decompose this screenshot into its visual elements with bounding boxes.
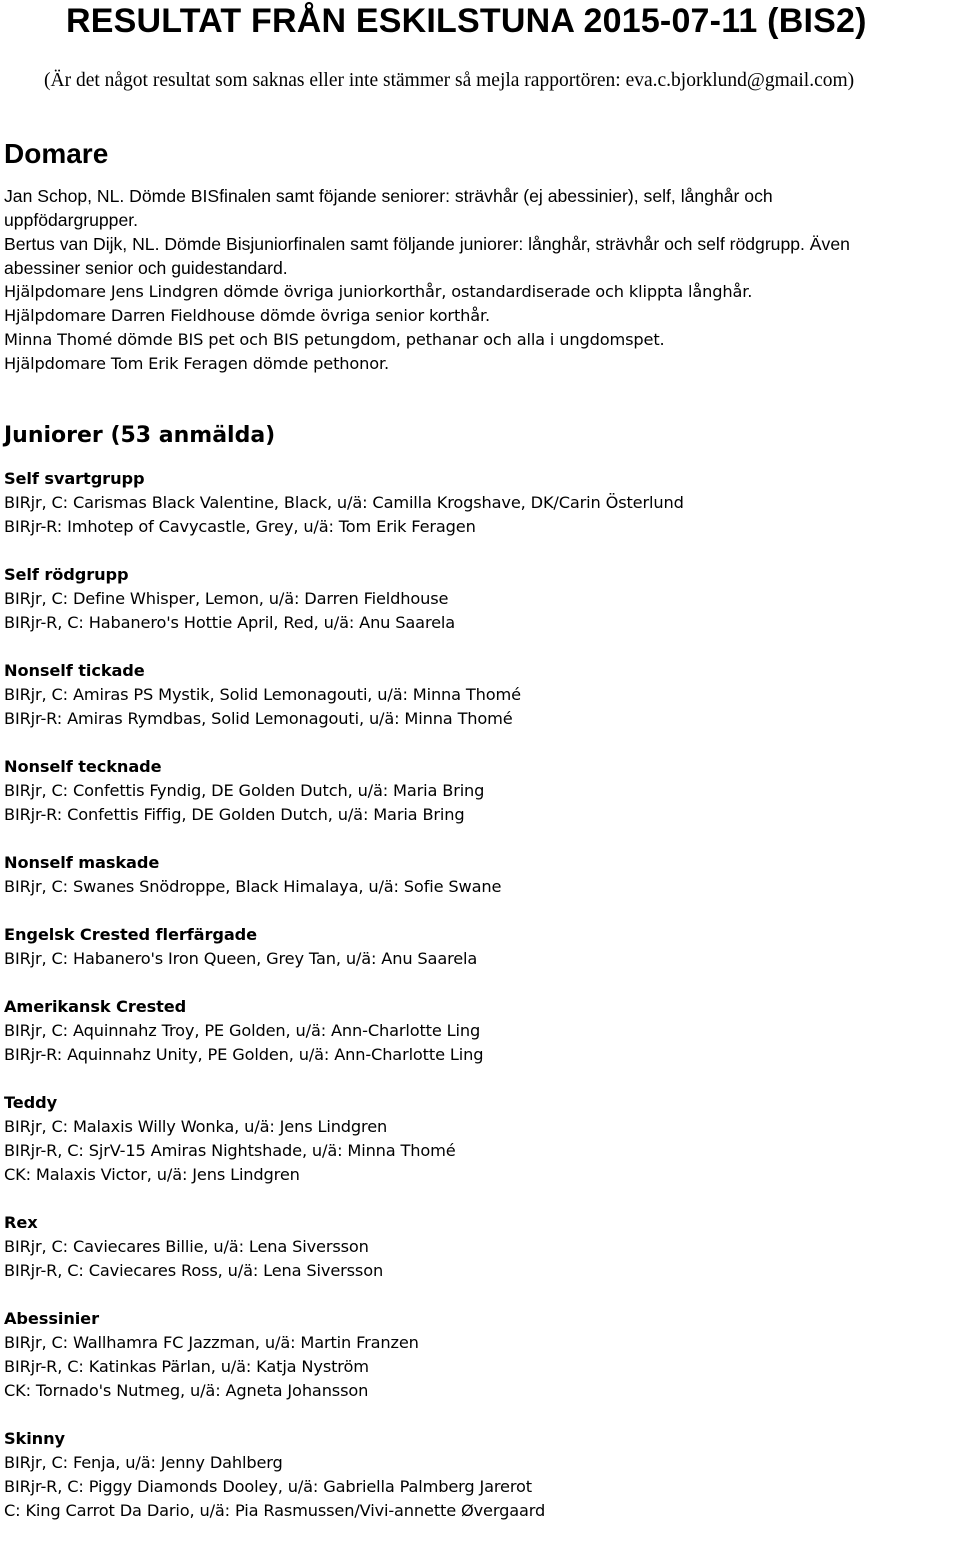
domare-line: Minna Thomé dömde BIS pet och BIS petungdom, pethanar och alla i ungdomspet. (4, 330, 665, 349)
result-entry: BIRjr-R, C: Piggy Diamonds Dooley, u/ä: Gabriella Palmberg Jarerot (4, 1477, 532, 1496)
result-entry: BIRjr-R: Amiras Rymdbas, Solid Lemonagouti, u/ä: Minna Thomé (4, 709, 513, 728)
result-entry: BIRjr, C: Swanes Snödroppe, Black Himalaya, u/ä: Sofie Swane (4, 877, 502, 896)
result-group (4, 755, 960, 827)
result-entry: CK: Tornado's Nutmeg, u/ä: Agneta Johansson (4, 1381, 369, 1400)
group-heading: Nonself tecknade (4, 757, 162, 776)
result-group (4, 923, 960, 971)
domare-line: abessiner senior och guidestandard. (4, 258, 288, 278)
result-entry: BIRjr, C: Define Whisper, Lemon, u/ä: Darren Fieldhouse (4, 589, 449, 608)
result-entry: BIRjr-R, C: Caviecares Ross, u/ä: Lena Siversson (4, 1261, 384, 1280)
juniorer-heading: Juniorer (53 anmälda) (4, 423, 276, 448)
group-heading: Amerikansk Crested (4, 997, 187, 1016)
result-group (4, 563, 960, 635)
result-group (4, 1091, 960, 1187)
result-entry: CK: Malaxis Victor, u/ä: Jens Lindgren (4, 1165, 300, 1184)
page-subtitle: (Är det något resultat som saknas eller inte stämmer så mejla rapportören: eva.c.bjorklund@gmail.com) (44, 70, 855, 91)
domare-line: Bertus van Dijk, NL. Dömde Bisjuniorfinalen samt följande juniorer: långhår, strävhår och self rödgrupp. Även (4, 234, 850, 254)
page-title: RESULTAT FRÅN ESKILSTUNA 2015-07-11 (BIS2) (66, 2, 867, 40)
result-entry: BIRjr, C: Malaxis Willy Wonka, u/ä: Jens Lindgren (4, 1117, 388, 1136)
result-entry: BIRjr, C: Caviecares Billie, u/ä: Lena Siversson (4, 1237, 369, 1256)
result-entry: BIRjr, C: Fenja, u/ä: Jenny Dahlberg (4, 1453, 283, 1472)
domare-heading: Domare (4, 138, 109, 169)
domare-line: Hjälpdomare Darren Fieldhouse dömde övriga senior korthår. (4, 306, 491, 325)
result-group (4, 1211, 960, 1283)
group-heading: Abessinier (4, 1309, 99, 1328)
result-entry: BIRjr-R, C: Katinkas Pärlan, u/ä: Katja Nyström (4, 1357, 369, 1376)
group-heading: Rex (4, 1213, 38, 1232)
result-entry: BIRjr-R, C: SjrV-15 Amiras Nightshade, u/ä: Minna Thomé (4, 1141, 456, 1160)
result-entry: C: King Carrot Da Dario, u/ä: Pia Rasmussen/Vivi-annette Øvergaard (4, 1501, 546, 1520)
result-entry: BIRjr-R, C: Habanero's Hottie April, Red, u/ä: Anu Saarela (4, 613, 456, 632)
result-entry: BIRjr-R: Confettis Fiffig, DE Golden Dutch, u/ä: Maria Bring (4, 805, 465, 824)
juniorer-groups (4, 467, 960, 1547)
group-heading: Self svartgrupp (4, 469, 145, 488)
domare-line: Hjälpdomare Jens Lindgren dömde övriga juniorkorthår, ostandardiserade och klippta långhår. (4, 282, 753, 301)
result-entry: BIRjr, C: Amiras PS Mystik, Solid Lemonagouti, u/ä: Minna Thomé (4, 685, 521, 704)
group-heading: Teddy (4, 1093, 58, 1112)
result-entry: BIRjr-R: Aquinnahz Unity, PE Golden, u/ä: Ann-Charlotte Ling (4, 1045, 484, 1064)
result-group (4, 1427, 960, 1523)
result-entry: BIRjr, C: Habanero's Iron Queen, Grey Tan, u/ä: Anu Saarela (4, 949, 478, 968)
result-group (4, 995, 960, 1067)
group-heading: Nonself maskade (4, 853, 160, 872)
result-entry: BIRjr, C: Confettis Fyndig, DE Golden Dutch, u/ä: Maria Bring (4, 781, 485, 800)
result-entry: BIRjr-R: Imhotep of Cavycastle, Grey, u/ä: Tom Erik Feragen (4, 517, 476, 536)
result-group (4, 659, 960, 731)
domare-line: Jan Schop, NL. Dömde BISfinalen samt föjande seniorer: strävhår (ej abessinier), self, långhår och (4, 186, 773, 206)
group-heading: Skinny (4, 1429, 65, 1448)
domare-line: Hjälpdomare Tom Erik Feragen dömde pethonor. (4, 354, 390, 373)
domare-line: uppfödargrupper. (4, 210, 139, 230)
result-group (4, 1307, 960, 1403)
domare-section (4, 184, 960, 376)
result-group (4, 467, 960, 539)
result-entry: BIRjr, C: Aquinnahz Troy, PE Golden, u/ä: Ann-Charlotte Ling (4, 1021, 481, 1040)
result-group (4, 851, 960, 899)
group-heading: Nonself tickade (4, 661, 145, 680)
result-entry: BIRjr, C: Carismas Black Valentine, Black, u/ä: Camilla Krogshave, DK/Carin Österlund (4, 493, 684, 512)
group-heading: Self rödgrupp (4, 565, 129, 584)
group-heading: Engelsk Crested flerfärgade (4, 925, 258, 944)
result-entry: BIRjr, C: Wallhamra FC Jazzman, u/ä: Martin Franzen (4, 1333, 419, 1352)
